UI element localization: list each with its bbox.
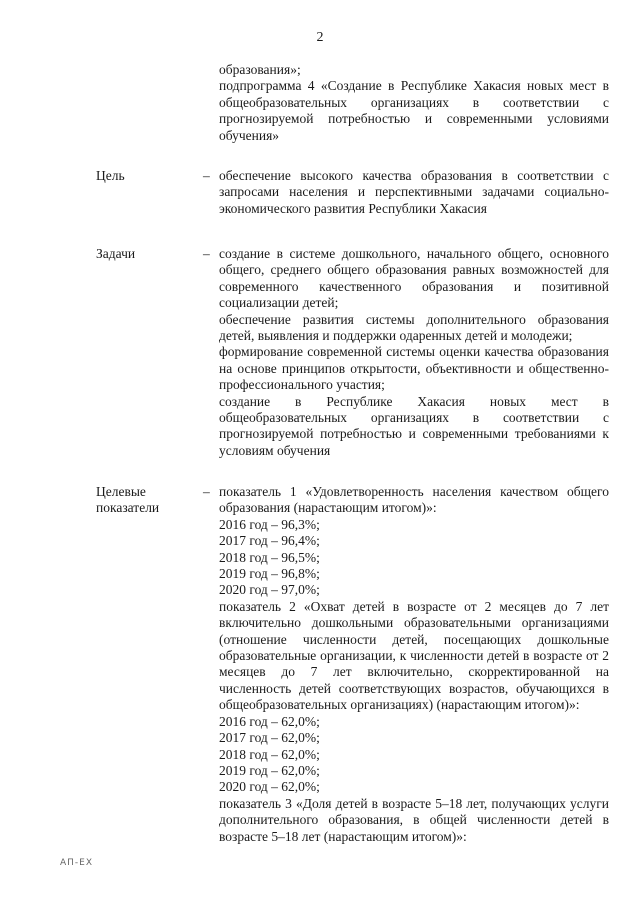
paragraph: обеспечение высокого качества образования в соответствии с запросами населения и перспективными задачами социально-экономического развития Республики Хакасия <box>219 168 609 216</box>
intro-line: образования»; <box>219 62 301 77</box>
year-value: 2016 год – 62,0%; <box>219 713 320 729</box>
year-value: 2017 год – 62,0%; <box>219 730 320 746</box>
section-body <box>219 246 609 459</box>
page-number: 2 <box>316 30 324 45</box>
intro-body <box>219 62 609 144</box>
paragraph: обеспечение развития системы дополнительного образования детей, выявления и поддержки одаренных детей и молодежи; <box>219 311 609 344</box>
year-value: 2017 год – 96,4%; <box>219 533 320 549</box>
section-dash: – <box>203 168 210 183</box>
section-dash: – <box>203 484 210 499</box>
year-value: 2020 год – 97,0%; <box>219 582 320 598</box>
paragraph: формирование современной системы оценки качества образования на основе принципов открытости, объективности и общественно-профессионального участия; <box>219 344 609 393</box>
section-body <box>219 168 609 217</box>
paragraph: создание в системе дошкольного, начального общего, основного общего, среднего общего образования равных возможностей для современного качественного образования и позитивной социализации детей; <box>219 246 609 311</box>
year-value: 2018 год – 96,5%; <box>219 549 320 565</box>
year-value: 2016 год – 96,3%; <box>219 516 320 532</box>
section-dash: – <box>203 246 210 261</box>
paragraph: показатель 1 «Удовлетворенность населения качеством общего образования (нарастающим итогом)»: <box>219 484 609 516</box>
year-value: 2018 год – 62,0%; <box>219 746 320 762</box>
section-label: Задачи <box>96 246 136 261</box>
year-value: 2020 год – 62,0%; <box>219 779 320 795</box>
section-body <box>219 484 609 845</box>
intro-line: подпрограмма 4 «Создание в Республике Хакасия новых мест в общеобразовательных организациях в соответствии с прогнозируемой потребностью и современными условиями обучения» <box>219 78 609 143</box>
paragraph: создание в Республике Хакасия новых мест в общеобразовательных организациях в соответствии с прогнозируемой потребностью и современными требованиями к условиям обучения <box>219 393 609 458</box>
footer-mark: АП-ЕХ <box>60 858 94 868</box>
year-value: 2019 год – 96,8%; <box>219 566 320 582</box>
paragraph: показатель 3 «Доля детей в возрасте 5–18 лет, получающих услуги дополнительного образования, в общей численности детей в возрасте 5–18 лет (нарастающим итогом)»: <box>219 795 609 844</box>
section-label: Цель <box>96 168 125 183</box>
section-label: Целевые показатели <box>96 484 160 516</box>
paragraph: показатель 2 «Охват детей в возрасте от 2 месяцев до 7 лет включительно дошкольными образовательными организациями (отношение численности детей, посещающих дошкольные образовательные организации, к численности детей в возрасте от 2 месяцев до 7 лет включительно, скорректированной на численность детей соответствующих возрастов, обучающихся в общеобразовательных организациях) (нарастающим итогом)»: <box>219 598 609 713</box>
year-value: 2019 год – 62,0%; <box>219 762 320 778</box>
